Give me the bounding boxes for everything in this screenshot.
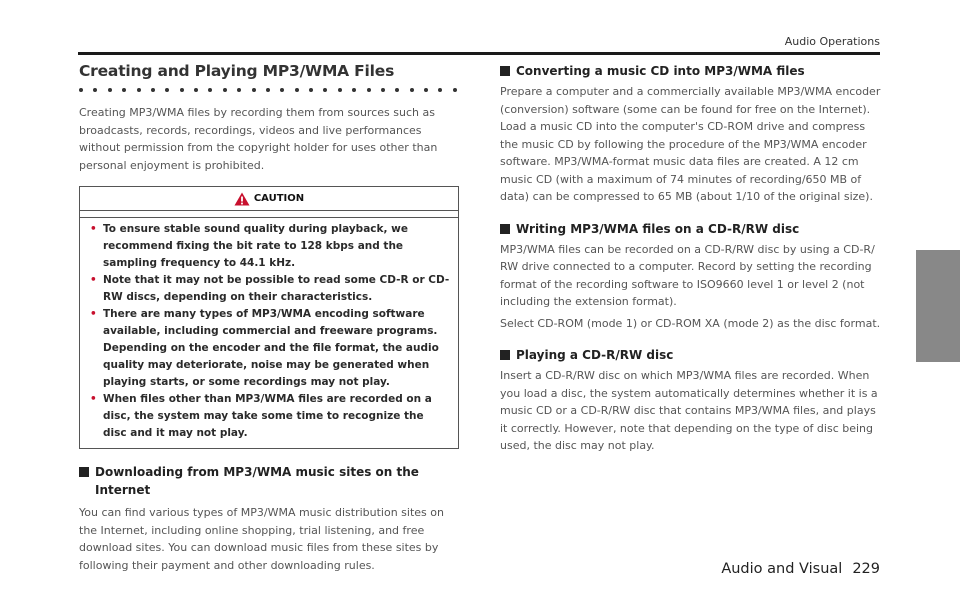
caution-divider bbox=[80, 211, 458, 218]
intro-paragraph: Creating MP3/WMA files by recording them from sources such as broadcasts, records, recordings, videos and live performances without permission from the copyright holder for uses other than personal enjoyment is prohibited. bbox=[79, 106, 438, 172]
header-rule bbox=[78, 52, 880, 55]
downloading-section bbox=[79, 463, 461, 574]
caution-header bbox=[80, 187, 458, 211]
caution-item: • To ensure stable sound quality during playback, we recommend fixing the bit rate to 128 kbps and the sampling frequency to 44.1 kHz. bbox=[90, 223, 408, 269]
bullet-icon: • bbox=[90, 393, 97, 405]
chapter-side-tab bbox=[916, 250, 960, 362]
playing-section bbox=[500, 346, 881, 455]
downloading-paragraph: You can find various types of MP3/WMA music distribution sites on the Internet, including online shopping, trial listening, and free download sites. You can download music files from these sites by following their payment and other downloading rules. bbox=[79, 506, 444, 572]
left-column bbox=[79, 62, 461, 574]
converting-heading: Converting a music CD into MP3/WMA files bbox=[500, 62, 881, 80]
square-bullet-icon bbox=[500, 224, 510, 234]
bullet-icon: • bbox=[90, 223, 97, 235]
page-title: Creating and Playing MP3/WMA Files bbox=[79, 62, 395, 80]
square-bullet-icon bbox=[500, 66, 510, 76]
caution-item: • When files other than MP3/WMA files are recorded on a disc, the system may take some time to recognize the disc and it may not play. bbox=[90, 393, 432, 439]
converting-section bbox=[500, 62, 881, 206]
bullet-icon: • bbox=[90, 274, 97, 286]
title-dot-rule bbox=[79, 88, 457, 92]
square-bullet-icon bbox=[500, 350, 510, 360]
playing-paragraph: Insert a CD-R/RW disc on which MP3/WMA files are recorded. When you load a disc, the system automatically determines whether it is a music CD or a CD-R/RW disc that contains MP3/WMA files, and plays it correctly. However, note that depending on the type of disc being used, the disc may not play. bbox=[500, 369, 878, 452]
warning-triangle-icon bbox=[234, 192, 250, 206]
downloading-heading: Downloading from MP3/WMA music sites on the Internet bbox=[79, 463, 461, 499]
caution-list bbox=[80, 218, 458, 448]
caution-item: • Note that it may not be possible to read some CD-R or CD-RW discs, depending on their characteristics. bbox=[90, 274, 450, 303]
writing-heading: Writing MP3/WMA files on a CD-R/RW disc bbox=[500, 220, 881, 238]
page-number: 229 bbox=[852, 561, 880, 577]
square-bullet-icon bbox=[79, 467, 89, 477]
footer-chapter: Audio and Visual bbox=[721, 561, 843, 577]
running-header: Audio Operations bbox=[784, 35, 880, 48]
playing-heading: Playing a CD-R/RW disc bbox=[500, 346, 881, 364]
writing-paragraph-2: Select CD-ROM (mode 1) or CD-ROM XA (mode 2) as the disc format. bbox=[500, 316, 881, 330]
caution-box bbox=[79, 186, 459, 449]
writing-section bbox=[500, 220, 881, 333]
bullet-icon: • bbox=[90, 308, 97, 320]
caution-label: CAUTION bbox=[253, 193, 305, 204]
converting-paragraph: Prepare a computer and a commercially available MP3/WMA encoder (conversion) software (some can be found for free on the Internet). Load a music CD into the computer's CD-ROM drive and compress the music CD by following the procedure of the MP3/WMA encoder software. MP3/WMA-format music data files are created. A 12 cm music CD (with a maximum of 74 minutes of recording/650 MB of data) can be compressed to 65 MB (about 1/10 of the original size). bbox=[500, 85, 881, 203]
caution-item: • There are many types of MP3/WMA encoding software available, including commercial and freeware programs. Depending on the encoder and the file format, the audio quality may deteriorate, noise may be generated when playing starts, or some recordings may not play. bbox=[90, 308, 439, 388]
writing-paragraph: MP3/WMA files can be recorded on a CD-R/RW disc by using a CD-R/ RW drive connected to a computer. Record by setting the recording format of the recording software to ISO9660 level 1 or level 2 (not including the extension format). bbox=[500, 242, 875, 308]
right-column bbox=[500, 62, 881, 455]
page-footer bbox=[711, 561, 880, 577]
